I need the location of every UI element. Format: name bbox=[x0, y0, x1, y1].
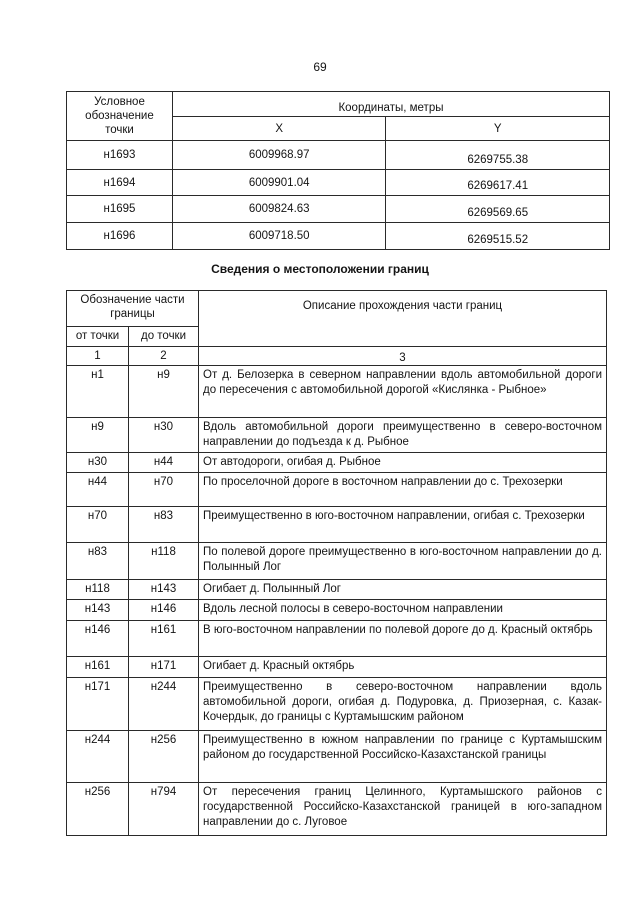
to-point-cell: н70 bbox=[129, 473, 199, 507]
from-point-cell: н70 bbox=[67, 507, 129, 543]
from-point-cell: н146 bbox=[67, 621, 129, 657]
from-point-cell: н44 bbox=[67, 473, 129, 507]
column-number-2: 2 bbox=[129, 347, 199, 366]
to-point-cell: н171 bbox=[129, 657, 199, 678]
to-point-cell: н118 bbox=[129, 543, 199, 580]
table-row bbox=[67, 170, 610, 196]
point-cell: н1696 bbox=[67, 223, 173, 250]
description-cell: По полевой дороге преимущественно в юго-восточном направлении до д. Полынный Лог bbox=[199, 543, 607, 580]
x-cell: 6009968.97 bbox=[172, 141, 386, 170]
header-y: Y bbox=[386, 117, 610, 141]
description-cell: Преимущественно в южном направлении по границе с Куртамышским районом до государственной Российско-Казахстанской границы bbox=[199, 731, 607, 783]
to-point-cell: н161 bbox=[129, 621, 199, 657]
point-cell: н1693 bbox=[67, 141, 173, 170]
to-point-cell: н244 bbox=[129, 678, 199, 731]
from-point-cell: н256 bbox=[67, 783, 129, 836]
point-cell: н1694 bbox=[67, 170, 173, 196]
description-cell: Преимущественно в северо-восточном направлении вдоль автомобильной дороги, огибая д. Подуровка, д. Приозерная, с. Казак-Кочердык, до границы с Куртамышским районом bbox=[199, 678, 607, 731]
table-row bbox=[67, 783, 607, 836]
to-point-cell: н794 bbox=[129, 783, 199, 836]
table-row bbox=[67, 543, 607, 580]
header-point-designation: Условное обозначение точки bbox=[67, 92, 173, 141]
to-point-cell: н146 bbox=[129, 600, 199, 621]
from-point-cell: н30 bbox=[67, 453, 129, 473]
column-number-1: 1 bbox=[67, 347, 129, 366]
table-row bbox=[67, 580, 607, 600]
from-point-cell: н83 bbox=[67, 543, 129, 580]
description-cell: Вдоль лесной полосы в северо-восточном направлении bbox=[199, 600, 607, 621]
header-coordinates: Координаты, метры bbox=[172, 92, 609, 117]
from-point-cell: н118 bbox=[67, 580, 129, 600]
x-cell: 6009901.04 bbox=[172, 170, 386, 196]
x-cell: 6009824.63 bbox=[172, 196, 386, 223]
y-cell: 6269569.65 bbox=[386, 196, 610, 223]
description-cell: От д. Белозерка в северном направлении вдоль автомобильной дороги до пересечения с автомобильной дорогой «Кислянка - Рыбное» bbox=[199, 366, 607, 418]
coordinates-table bbox=[66, 91, 610, 250]
y-cell: 6269515.52 bbox=[386, 223, 610, 250]
table-row bbox=[67, 657, 607, 678]
table-row bbox=[67, 600, 607, 621]
header-to-point: до точки bbox=[129, 327, 199, 347]
header-x: X bbox=[172, 117, 386, 141]
to-point-cell: н30 bbox=[129, 418, 199, 453]
point-cell: н1695 bbox=[67, 196, 173, 223]
from-point-cell: н171 bbox=[67, 678, 129, 731]
description-cell: Огибает д. Красный октябрь bbox=[199, 657, 607, 678]
to-point-cell: н256 bbox=[129, 731, 199, 783]
to-point-cell: н143 bbox=[129, 580, 199, 600]
description-cell: По проселочной дороге в восточном направлении до с. Трехозерки bbox=[199, 473, 607, 507]
table-row bbox=[67, 366, 607, 418]
table-row bbox=[67, 418, 607, 453]
table-row bbox=[67, 621, 607, 657]
description-cell: Преимущественно в юго-восточном направлении, огибая с. Трехозерки bbox=[199, 507, 607, 543]
table-row bbox=[67, 473, 607, 507]
header-border-part: Обозначение части границы bbox=[67, 291, 199, 327]
description-cell: От пересечения границ Целинного, Куртамышского районов с государственной Российско-Казахстанской границей в юго-западном направлении до с. Луговое bbox=[199, 783, 607, 836]
page-number: 69 bbox=[313, 60, 327, 74]
table-row bbox=[67, 141, 610, 170]
to-point-cell: н83 bbox=[129, 507, 199, 543]
description-cell: Вдоль автомобильной дороги преимущественно в северо-восточном направлении до подъезда к д. Рыбное bbox=[199, 418, 607, 453]
to-point-cell: н44 bbox=[129, 453, 199, 473]
y-cell: 6269617.41 bbox=[386, 170, 610, 196]
from-point-cell: н244 bbox=[67, 731, 129, 783]
column-number-3: 3 bbox=[199, 347, 607, 366]
table-row bbox=[67, 196, 610, 223]
table-row bbox=[67, 731, 607, 783]
borders-table bbox=[66, 290, 607, 836]
from-point-cell: н1 bbox=[67, 366, 129, 418]
from-point-cell: н161 bbox=[67, 657, 129, 678]
table-row bbox=[67, 453, 607, 473]
section-heading: Сведения о местоположении границ bbox=[211, 262, 429, 276]
header-from-point: от точки bbox=[67, 327, 129, 347]
description-cell: В юго-восточном направлении по полевой дороге до д. Красный октябрь bbox=[199, 621, 607, 657]
x-cell: 6009718.50 bbox=[172, 223, 386, 250]
table-row bbox=[67, 678, 607, 731]
description-cell: От автодороги, огибая д. Рыбное bbox=[199, 453, 607, 473]
table-row bbox=[67, 507, 607, 543]
table-row bbox=[67, 223, 610, 250]
to-point-cell: н9 bbox=[129, 366, 199, 418]
y-cell: 6269755.38 bbox=[386, 141, 610, 170]
description-cell: Огибает д. Полынный Лог bbox=[199, 580, 607, 600]
from-point-cell: н9 bbox=[67, 418, 129, 453]
header-description: Описание прохождения части границ bbox=[199, 291, 607, 347]
from-point-cell: н143 bbox=[67, 600, 129, 621]
